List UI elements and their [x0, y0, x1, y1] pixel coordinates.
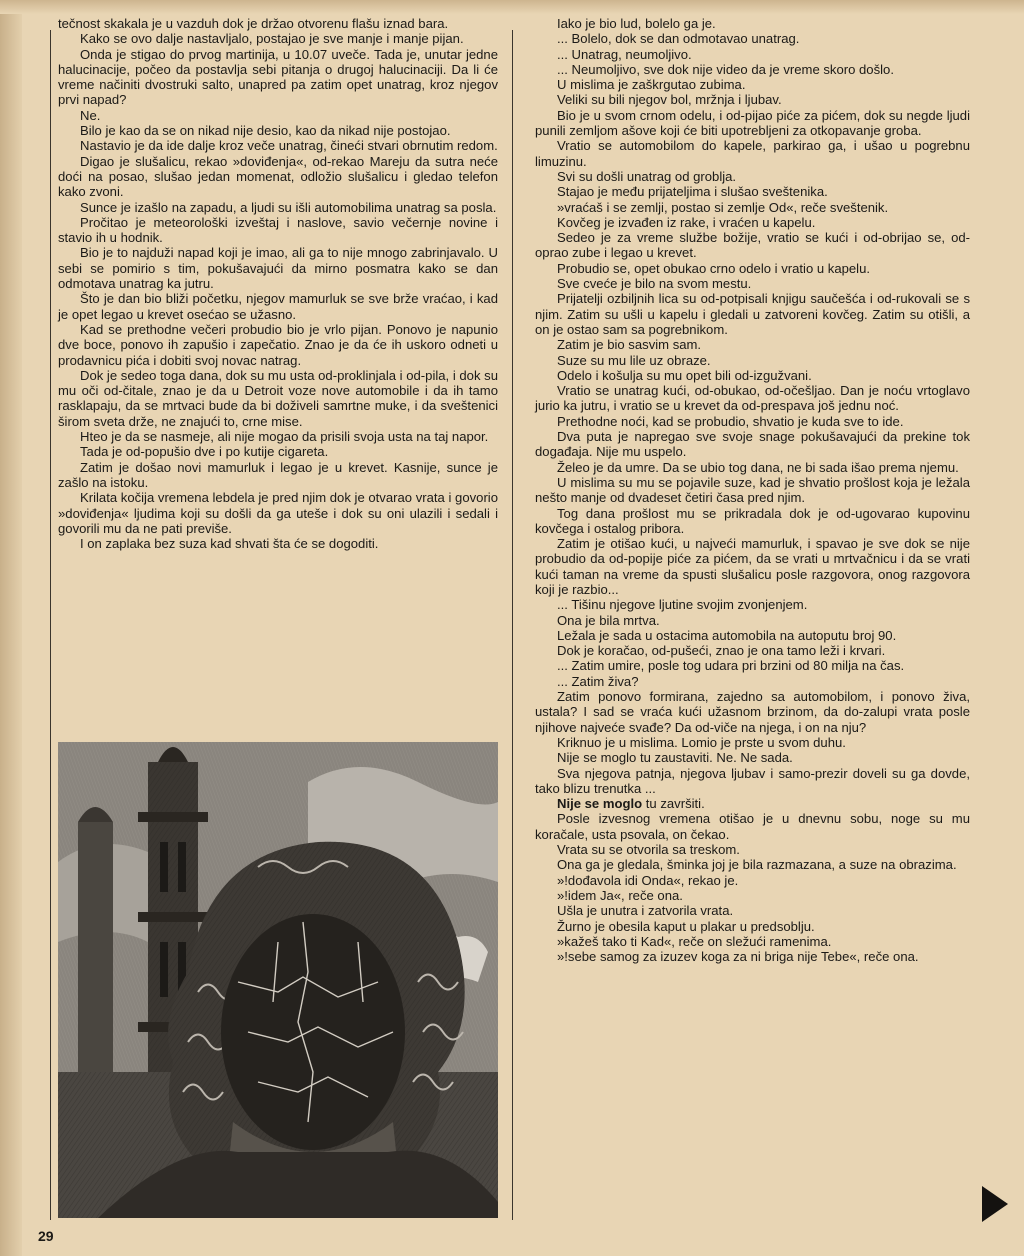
paragraph: Kako se ovo dalje nastavljalo, postajao je sve manje i manje pijan.	[80, 31, 464, 47]
paragraph: Bio je to najduži napad koji je imao, ali ga to nije mnogo zabrinjavalo. U sebi se pomirio s tim, pokušavajući da mirno posmatra kako se dan odmotava unatrag ka jutru.	[58, 245, 498, 292]
paragraph: Onda je stigao do prvog martinija, u 10.07 uveče. Tada je, unutar jedne halucinacije, počeo da postavlja sebi pitanja o drugoj halucinaciji. Da li će vreme načiniti dvostruki salto, unapred pa zatim opet unatrag, kroz njegov prvi napad?	[58, 46, 498, 108]
page-binding-edge	[0, 0, 22, 1256]
paragraph: ... Zatim umire, posle tog udara pri brzini od 80 milja na čas.	[557, 658, 905, 674]
paragraph: tečnost skakala je u vazduh dok je držao otvorenu flašu iznad bara.	[58, 16, 449, 31]
engraving-woman-icon	[58, 742, 498, 1218]
continue-arrow-icon	[982, 1186, 1008, 1222]
illustration-engraving	[58, 742, 498, 1218]
paragraph: I on zaplaka bez suza kad shvati šta će se dogoditi.	[80, 536, 379, 552]
paragraph: »!dođavola idi Onda«, rekao je.	[557, 872, 739, 888]
paragraph: Pročitao je meteorološki izveštaj i naslove, savio večernje novine i stavio ih u hodnik.	[58, 214, 498, 246]
paragraph: Dok je sedeo toga dana, dok su mu usta od-proklinjala i od-pila, i dok su mu oči od-čitale, znao je da u Detroit voze nove automobile i da ih tamo rasklapaju, da se mrtvaci bude da bi doživeli samrtne muke, i da sveštenici širom sveta drže, ne znajući to, crne mise.	[58, 367, 498, 429]
paragraph: Veliki su bili njegov bol, mržnja i ljubav.	[557, 92, 782, 108]
paragraph: ... Zatim živa?	[557, 673, 639, 689]
paragraph: ... Neumoljivo, sve dok nije video da je vreme skoro došlo.	[557, 61, 894, 77]
paragraph: Vratio se unatrag kući, od-obukao, od-očešljao. Dan je noću vrtoglavo jurio ka jutru, i vratio se u krevet da od-prespava još jednu noć.	[535, 383, 970, 414]
paragraph: Tada je od-popušio dve i po kutije cigareta.	[80, 444, 329, 460]
paragraph: ... Tišinu njegove ljutine svojim zvonjenjem.	[557, 597, 808, 613]
paragraph: Sva njegova patnja, njegova ljubav i samo-prezir doveli su ga dovde, tako blizu trenutka ...	[535, 765, 970, 796]
paragraph: Sunce je izašlo na zapadu, a ljudi su išli automobilima unatrag sa posla.	[80, 199, 497, 215]
paragraph: Tog dana prošlost mu se prikradala dok je od-ugovarao kupovinu kovčega i ostalog pribora.	[535, 505, 970, 536]
paragraph: Kriknuo je u mislima. Lomio je prste u svom duhu.	[557, 734, 846, 750]
paragraph: Digao je slušalicu, rekao »doviđenja«, od-rekao Mareju da sutra neće doći na posao, slušao jedan momenat, odložio slušalicu i gledao telefon kako zvoni.	[58, 153, 498, 200]
paragraph: Ona je bila mrtva.	[557, 612, 660, 628]
paragraph: Nije se moglo tu zaustaviti. Ne. Ne sada.	[557, 750, 793, 766]
left-text-column	[58, 16, 498, 551]
paragraph: »vraćaš i se zemlji, postao si zemlje Od«, reče sveštenik.	[557, 199, 889, 215]
left-margin-rule	[50, 30, 51, 1220]
paragraph: »!idem Ja«, reče ona.	[557, 887, 683, 903]
page-top-edge	[0, 0, 1024, 14]
paragraph: Žurno je obesila kaput u plakar u predsoblju.	[557, 918, 815, 934]
paragraph: Suze su mu lile uz obraze.	[557, 352, 711, 368]
page-number: 29	[38, 1228, 54, 1244]
paragraph: Sve cveće je bilo na svom mestu.	[557, 276, 752, 292]
paragraph: Ušla je unutra i zatvorila vrata.	[557, 903, 734, 919]
paragraph: Odelo i košulja su mu opet bili od-izgužvani.	[557, 367, 812, 383]
paragraph: Svi su došli unatrag od groblja.	[557, 168, 737, 184]
paragraph: Stajao je među prijateljima i slušao sveštenika.	[557, 184, 828, 200]
paragraph: Zatim je bio sasvim sam.	[557, 337, 702, 353]
paragraph: »kažeš tako ti Kad«, reče on sležući ramenima.	[557, 933, 832, 949]
paragraph: Zatim ponovo formirana, zajedno sa automobilom, i ponovo živa, ustala? I sad se vraća kući užasnom brzinom, da do-zalupi vrata posle njihove najveće svađe? Da od-viče na njega, i on na nju?	[535, 689, 970, 735]
column-divider	[512, 30, 513, 1220]
paragraph: Prijatelji ozbiljnih lica su od-potpisali knjigu saučešća i od-rukovali se s njim. Zatim su ušli u kapelu i gledali u zatvoreni kovčeg. Zatim su otišli, a on je ostao sam sa pogrebnikom.	[535, 291, 970, 337]
paragraph: Dva puta je napregao sve svoje snage pokušavajući da prekine tok događaja. Nije mu uspelo.	[535, 429, 970, 460]
paragraph: Bio je u svom crnom odelu, i od-pijao piće za pićem, dok su negde ljudi punili zemljom ašove koji će biti upotrebljeni za otkopavanje groba.	[535, 107, 970, 139]
paragraph: Hteo je da se nasmeje, ali nije mogao da prisili svoja usta na taj napor.	[80, 429, 489, 445]
paragraph: Kovčeg je izvađen iz rake, i vraćen u kapelu.	[557, 214, 816, 230]
paragraph: Ležala je sada u ostacima automobila na autoputu broj 90.	[557, 627, 897, 643]
paragraph: Ne.	[80, 107, 101, 123]
paragraph: Zatim je otišao kući, u najveći mamurluk, i spavao je sve dok se nije probudio da od-popije piće za pićem, da se vrati u mrtvačnicu i da se vrati kući taman na vreme da spusti slušalicu posle razgovora, onog razgovora koji je razbio...	[535, 536, 970, 597]
paragraph: Nije se moglo tu završiti.	[557, 796, 705, 812]
paragraph: ... Unatrag, neumoljivo.	[557, 46, 692, 62]
paragraph: Što je dan bio bliži početku, njegov mamurluk se sve brže vraćao, i kad je opet legao u krevet osećao se užasno.	[58, 291, 498, 322]
paragraph: Prethodne noći, kad se probudio, shvatio je kuda sve to ide.	[557, 413, 904, 429]
paragraph: Bilo je kao da se on nikad nije desio, kao da nikad nije postojao.	[80, 123, 451, 139]
paragraph: Iako je bio lud, bolelo ga je.	[557, 16, 716, 31]
paragraph: Krilata kočija vremena lebdela je pred njim dok je otvarao vrata i govorio »doviđenja« ljudima koji su došli da ga uteše i dok su oni ulazili i sedali i govorili mu da ne pati previše.	[58, 490, 498, 536]
paragraph: Ona ga je gledala, šminka joj je bila razmazana, a suze na obrazima.	[557, 857, 957, 873]
paragraph: Sedeo je za vreme službe božije, vratio se kući i od-obrijao se, od-oprao zube i legao u krevet.	[535, 230, 970, 261]
paragraph: Nastavio je da ide dalje kroz veče unatrag, čineći stvari obrnutim redom.	[80, 138, 498, 154]
paragraph: ... Bolelo, dok se dan odmotavao unatrag.	[557, 31, 800, 47]
paragraph: Probudio se, opet obukao crno odelo i vratio u kapelu.	[557, 260, 871, 276]
paragraph: U mislima je zaškrgutao zubima.	[557, 77, 746, 93]
right-text-column	[535, 16, 970, 964]
paragraph: Kad se prethodne večeri probudio bio je vrlo pijan. Ponovo je napunio dve boce, ponovo ih zapušio i zapečatio. Znao je da će ih uskoro odneti u prodavnicu pića i dobiti svoj novac natrag.	[58, 321, 498, 368]
paragraph: »!sebe samog za izuzev koga za ni briga nije Tebe«, reče ona.	[557, 949, 919, 965]
paragraph: Želeo je da umre. Da se ubio tog dana, ne bi sada išao prema njemu.	[557, 459, 959, 475]
paragraph: Posle izvesnog vremena otišao je u dnevnu sobu, noge su mu koračale, usta psovala, on čekao.	[535, 811, 970, 842]
paragraph: Vratio se automobilom do kapele, parkirao ga, i ušao u pogrebnu limuzinu.	[535, 138, 970, 169]
paragraph: Dok je koračao, od-pušeći, znao je ona tamo leži i krvari.	[557, 643, 886, 659]
paragraph: U mislima su mu se pojavile suze, kad je shvatio prošlost koja je ležala nešto manje od dvadeset četiri časa pred njim.	[535, 474, 970, 506]
paragraph: Zatim je došao novi mamurluk i legao je u krevet. Kasnije, sunce je zašlo na istoku.	[58, 459, 498, 490]
paragraph: Vrata su se otvorila sa treskom.	[557, 842, 740, 858]
